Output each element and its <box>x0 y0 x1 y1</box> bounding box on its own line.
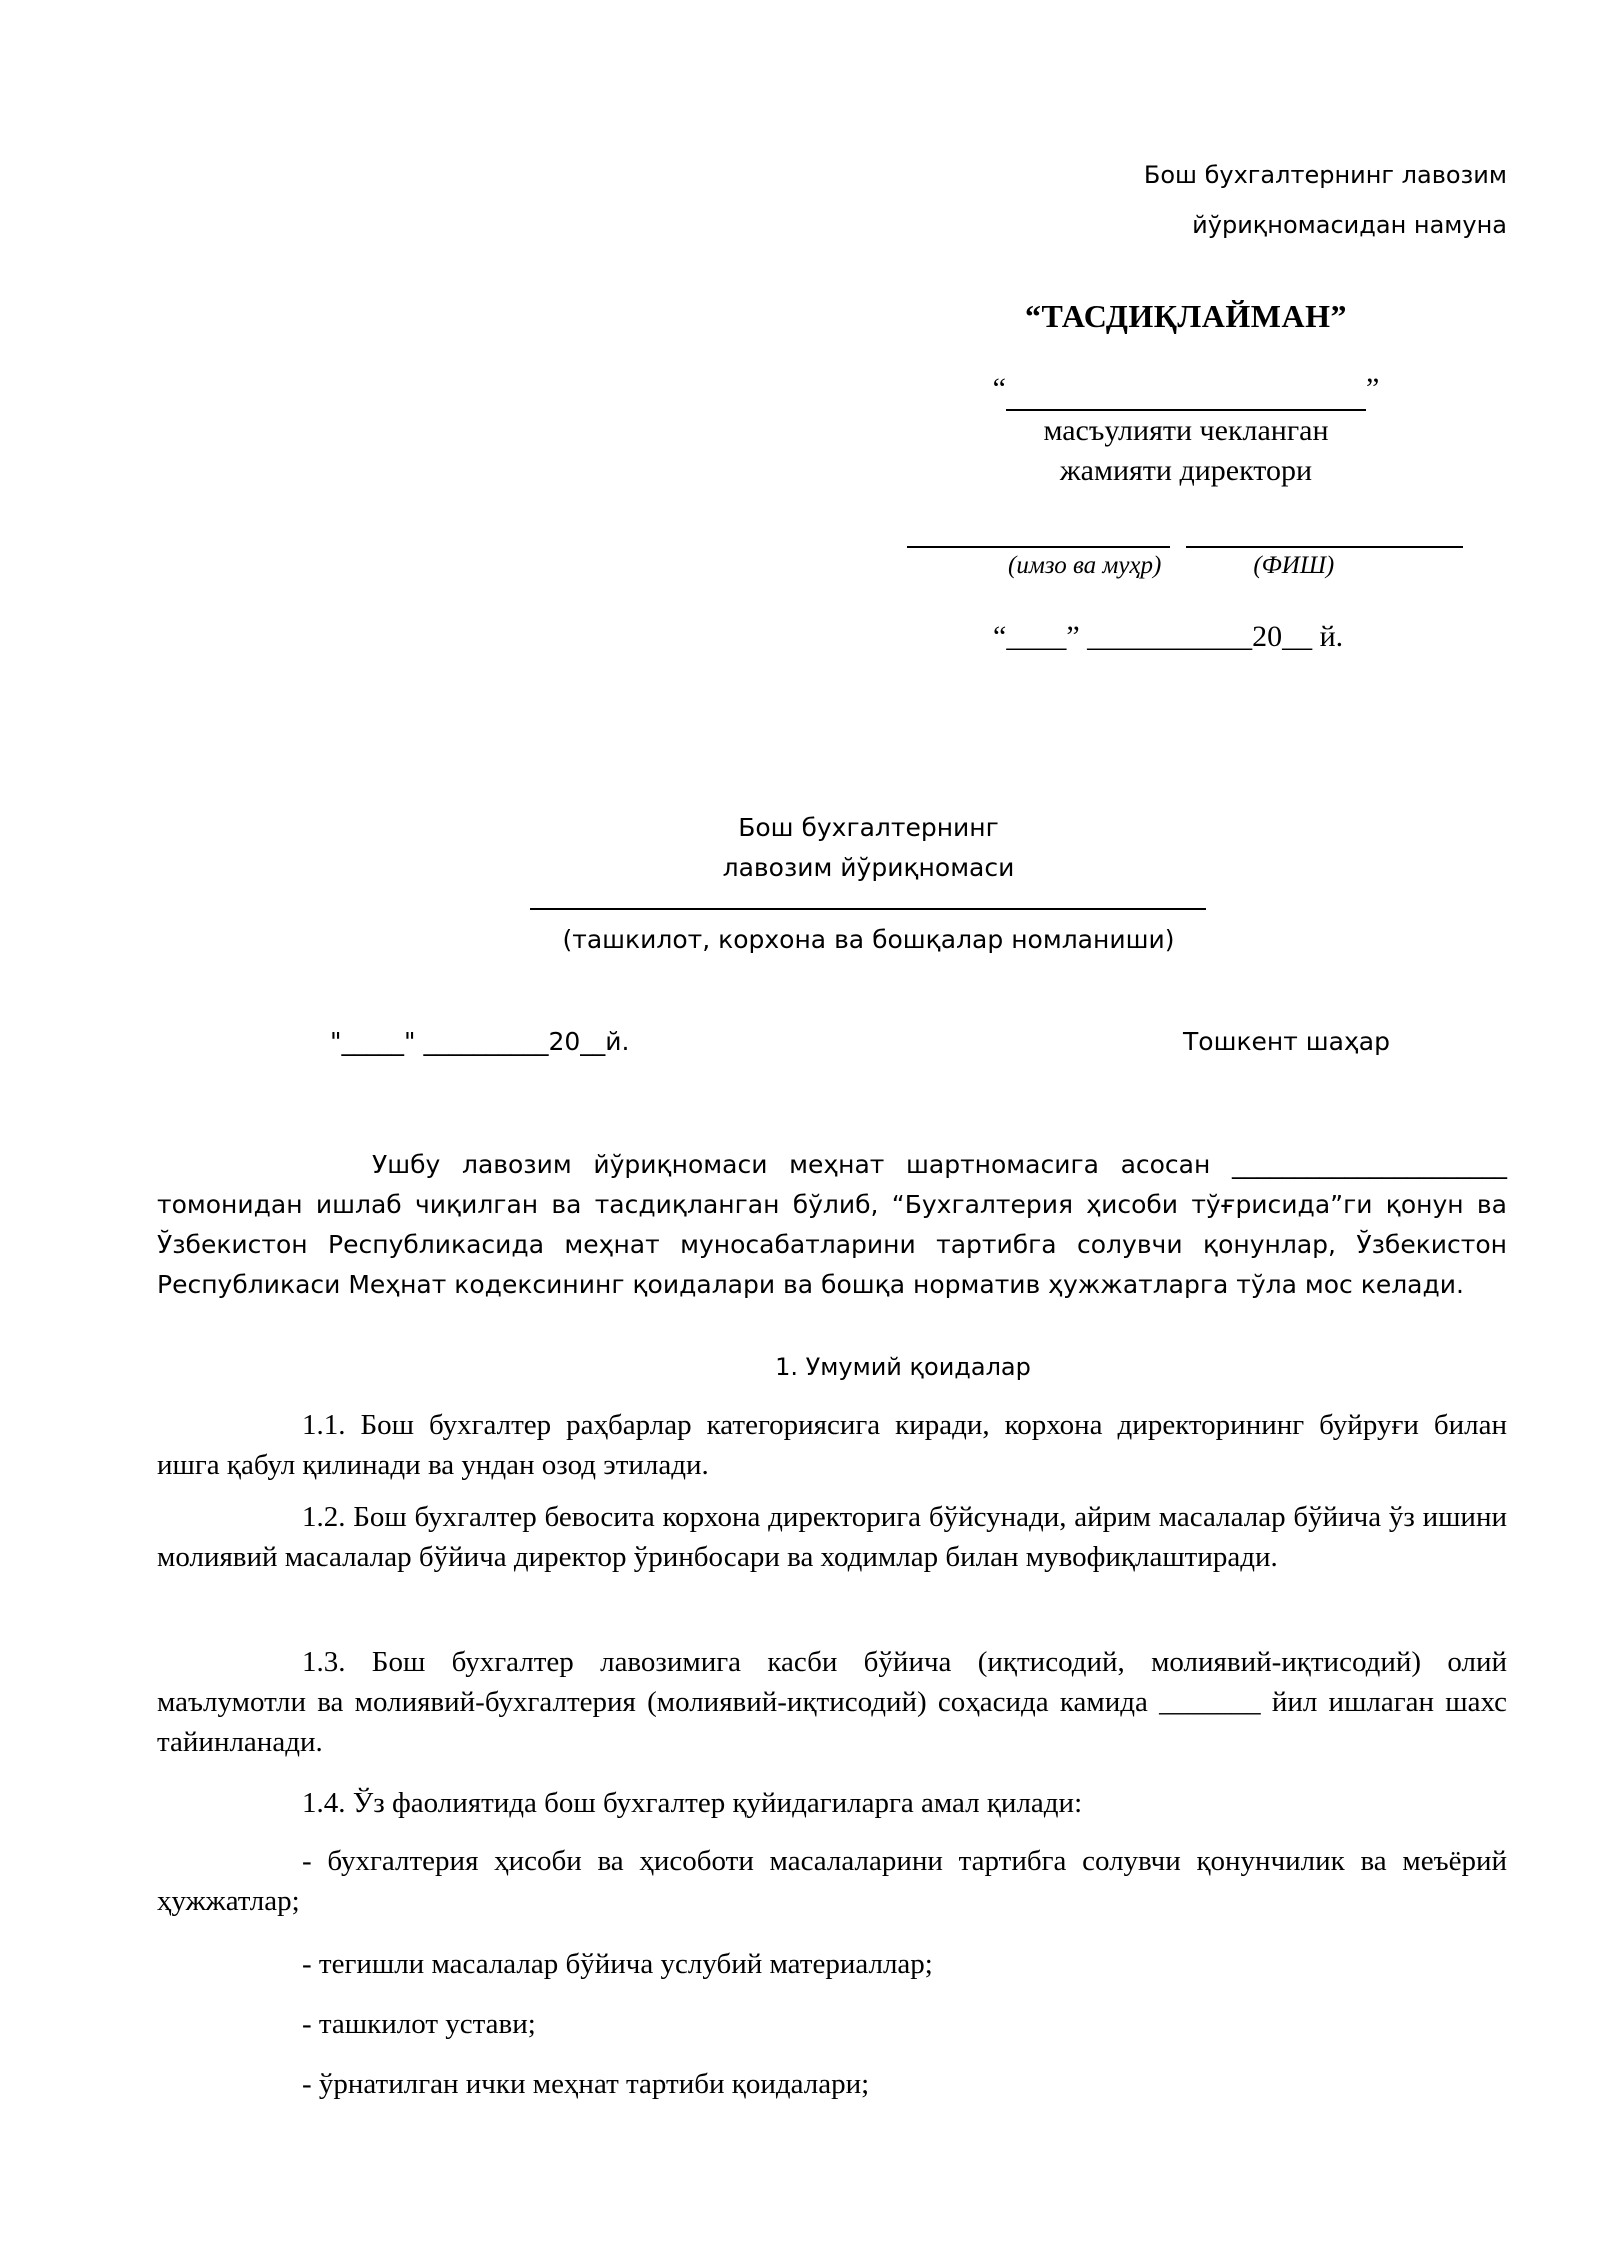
section-title: 1. Умумий қоидалар <box>775 1353 1031 1381</box>
company-name-line <box>880 369 1492 411</box>
intro-first-line: Ушбу лавозим йўриқномаси меҳнат шартномасига асосан ______________________ <box>372 1150 1507 1179</box>
document-city: Тошкент шаҳар <box>1183 1027 1390 1056</box>
signature-blank <box>907 546 1170 548</box>
close-quote: ” <box>1366 372 1380 405</box>
list-item: - ташкилот устави; <box>302 2008 536 2040</box>
director-role <box>880 411 1492 491</box>
document-date: "_____" __________20__й. <box>330 1027 630 1056</box>
list-item: - тегишли масалалар бўйича услубий материаллар; <box>302 1948 933 1980</box>
paragraph-1-1: 1.1. Бош бухгалтер раҳбарлар категориясига киради, корхона директорининг буйруғи билан ишга қабул қилинади ва ундан озод этилади. <box>157 1409 1507 1481</box>
signature-lines <box>907 522 1463 552</box>
signature-caption: (имзо ва муҳр) <box>1008 552 1162 579</box>
organization-blank <box>530 908 1206 910</box>
company-name-blank <box>1006 369 1366 411</box>
name-caption: (ФИШ) <box>1253 552 1335 579</box>
sample-note-line-1: Бош бухгалтернинг лавозим <box>1143 161 1507 189</box>
heading-line-1: Бош бухгалтернинг <box>738 813 999 842</box>
paragraph-1-3: 1.3. Бош бухгалтер лавозимига касби бўйича (иқтисодий, молиявий-иқтисодий) олий маълумотли ва молиявий-бухгалтерия (молиявий-иқтисодий) соҳасида камида _______ йил ишлаган шахс тайинланади. <box>157 1646 1507 1758</box>
sample-note-line-2: йўриқномасидан намуна <box>1192 211 1507 239</box>
signature-captions <box>1008 552 1334 580</box>
director-role-line-1: масъулияти чекланган <box>1043 414 1329 447</box>
list-item: - бухгалтерия ҳисоби ва ҳисоботи масалаларини тартибга солувчи қонунчилик ва меъёрий ҳужжатлар; <box>157 1845 1507 1917</box>
document-heading <box>0 808 1600 888</box>
organization-caption: (ташкилот, корхона ва бошқалар номланиши) <box>562 925 1175 954</box>
list-item: - ўрнатилган ички меҳнат тартиби қоидалари; <box>302 2068 870 2100</box>
intro-paragraph <box>157 1145 1507 1305</box>
director-role-line-2: жамияти директори <box>1059 454 1313 487</box>
heading-line-2: лавозим йўриқномаси <box>722 853 1015 882</box>
paragraph-1-4: 1.4. Ўз фаолиятида бош бухгалтер қуйидагиларга амал қилади: <box>302 1787 1083 1819</box>
intro-rest: томонидан ишлаб чиқилган ва тасдиқланган бўлиб, “Бухгалтерия ҳисоби тўғрисида”ги қонун ва Ўзбекистон Республикасида меҳнат муносабатларини тартибга солувчи қонунлар, Ўзбекистон Республикаси Меҳнат кодексининг қоидалари ва бошқа норматив ҳужжатларга тўла мос келади. <box>157 1190 1507 1299</box>
approval-date: “____” ___________20__ й. <box>993 620 1344 653</box>
paragraph-1-2: 1.2. Бош бухгалтер бевосита корхона директорига бўйсунади, айрим масалалар бўйича ўз ишини молиявий масалалар бўйича директор ўринбосари ва ходимлар билан мувофиқлаштиради. <box>157 1501 1507 1573</box>
open-quote: “ <box>992 372 1006 405</box>
sample-note <box>1144 150 1507 250</box>
name-blank <box>1186 546 1463 548</box>
approval-block <box>880 298 1492 491</box>
approval-title: “ТАСДИҚЛАЙМАН” <box>1025 298 1347 334</box>
